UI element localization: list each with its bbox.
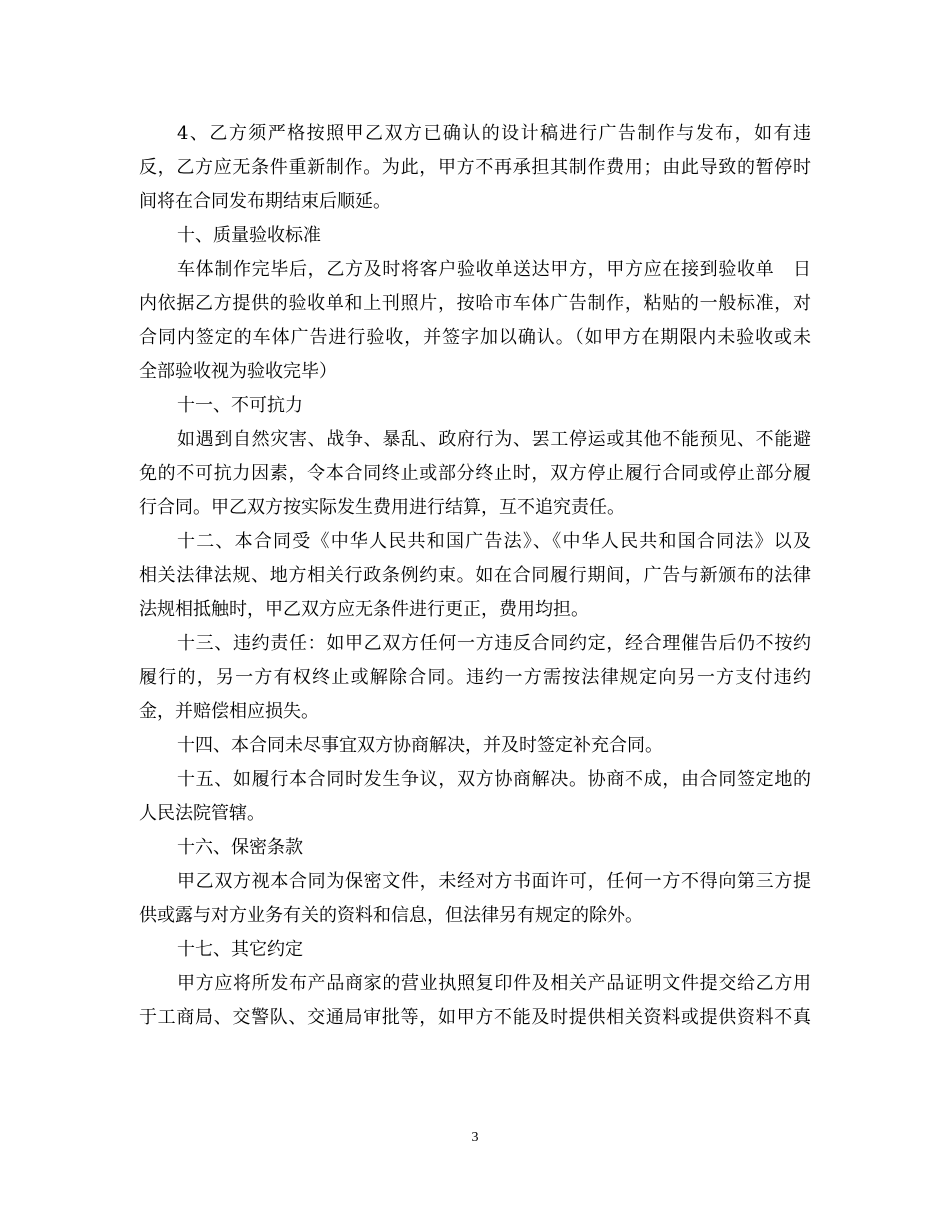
document-body [139,117,811,1035]
paragraph-line: 人民法院管辖。 [139,803,265,824]
paragraph [139,831,811,865]
page-number: 3 [471,1130,479,1145]
paragraph-line: 十四、本合同未尽事宜双方协商解决，并及时签定补充合同。 [177,735,663,756]
paragraph [139,117,811,219]
paragraph-line: 十六、保密条款 [177,837,303,858]
paragraph-line: 4、乙方须严格按照甲乙双方已确认的设计稿进行广告制作与发布，如有违 [177,123,811,144]
paragraph-line: 反，乙方应无条件重新制作。为此，甲方不再承担其制作费用；由此导致的暂停时 [139,157,811,178]
paragraph-line: 全部验收视为验收完毕） [139,361,337,382]
paragraph [139,865,811,933]
paragraph-line: 履行的，另一方有权终止或解除合同。违约一方需按法律规定向另一方支付违约 [139,667,811,688]
paragraph [139,423,811,525]
paragraph-line: 供或露与对方业务有关的资料和信息，但法律另有规定的除外。 [139,905,643,926]
paragraph [139,219,811,253]
paragraph-line: 甲方应将所发布产品商家的营业执照复印件及相关产品证明文件提交给乙方用 [177,973,811,994]
paragraph-line: 行合同。甲乙双方按实际发生费用进行结算，互不追究责任。 [139,497,625,518]
paragraph-line: 十一、不可抗力 [177,395,303,416]
paragraph-line: 十七、其它约定 [177,939,303,960]
paragraph-line: 合同内签定的车体广告进行验收，并签字加以确认。（如甲方在期限内未验收或未 [139,327,811,348]
paragraph [139,729,811,763]
paragraph-line: 十三、违约责任：如甲乙双方任何一方违反合同约定，经合理催告后仍不按约 [177,633,811,654]
paragraph [139,389,811,423]
paragraph-line: 如遇到自然灾害、战争、暴乱、政府行为、罢工停运或其他不能预见、不能避 [177,429,811,450]
paragraph [139,763,811,831]
paragraph-line: 于工商局、交警队、交通局审批等，如甲方不能及时提供相关资料或提供资料不真 [139,1007,811,1028]
paragraph-line: 车体制作完毕后，乙方及时将客户验收单送达甲方，甲方应在接到验收单 日 [177,259,811,280]
paragraph [139,253,811,389]
paragraph-line: 十二、本合同受《中华人民共和国广告法》、《中华人民共和国合同法》以及 [177,531,811,552]
paragraph-line: 金，并赔偿相应损失。 [139,701,319,722]
paragraph-line: 内依据乙方提供的验收单和上刊照片，按哈市车体广告制作，粘贴的一般标准，对 [139,293,811,314]
paragraph [139,627,811,729]
paragraph-line: 相关法律法规、地方相关行政条例约束。如在合同履行期间，广告与新颁布的法律 [139,565,811,586]
paragraph-line: 十、质量验收标准 [177,225,321,246]
paragraph-line: 甲乙双方视本合同为保密文件，未经对方书面许可，任何一方不得向第三方提 [177,871,811,892]
paragraph [139,525,811,627]
paragraph-line: 免的不可抗力因素，令本合同终止或部分终止时，双方停止履行合同或停止部分履 [139,463,811,484]
paragraph-line: 间将在合同发布期结束后顺延。 [139,191,391,212]
paragraph [139,967,811,1035]
paragraph-line: 法规相抵触时，甲乙双方应无条件进行更正，费用均担。 [139,599,589,620]
paragraph [139,933,811,967]
paragraph-line: 十五、如履行本合同时发生争议，双方协商解决。协商不成，由合同签定地的 [177,769,811,790]
